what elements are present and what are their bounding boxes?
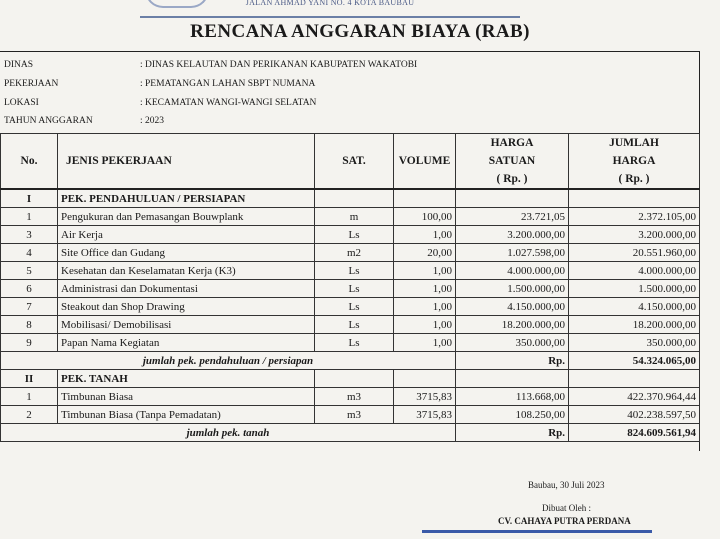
document-title: RENCANA ANGGARAN BIAYA (RAB) xyxy=(190,21,530,42)
item-no: 6 xyxy=(1,280,58,298)
item-no: 5 xyxy=(1,262,58,280)
item-volume: 3715,83 xyxy=(394,406,456,424)
letterhead-rule xyxy=(140,0,520,18)
item-no: 3 xyxy=(1,226,58,244)
subtotal-label: jumlah pek. tanah xyxy=(1,424,456,442)
item-name: Steakout dan Shop Drawing xyxy=(58,298,315,316)
info-row-dinas xyxy=(4,59,417,71)
item-no: 1 xyxy=(1,208,58,226)
col-header-unit: SAT. xyxy=(315,134,394,190)
item-price: 4.000.000,00 xyxy=(456,262,569,280)
item-price: 113.668,00 xyxy=(456,388,569,406)
col-header-text: HARGA xyxy=(490,137,534,149)
item-unit: m2 xyxy=(315,244,394,262)
item-price: 4.150.000,00 xyxy=(456,298,569,316)
table-row xyxy=(1,388,700,406)
section-no: II xyxy=(1,370,58,388)
item-volume: 100,00 xyxy=(394,208,456,226)
item-price: 1.027.598,00 xyxy=(456,244,569,262)
item-price: 108.250,00 xyxy=(456,406,569,424)
col-header-text: ( Rp. ) xyxy=(618,173,650,185)
item-volume: 1,00 xyxy=(394,298,456,316)
item-unit: Ls xyxy=(315,226,394,244)
table-row xyxy=(1,316,700,334)
info-label: TAHUN ANGGARAN xyxy=(4,116,93,126)
subtotal-value: 54.324.065,00 xyxy=(569,352,700,370)
item-total: 2.372.105,00 xyxy=(569,208,700,226)
subtotal-currency: Rp. xyxy=(456,352,569,370)
item-price: 1.500.000,00 xyxy=(456,280,569,298)
item-volume: 1,00 xyxy=(394,334,456,352)
item-name: Kesehatan dan Keselamatan Kerja (K3) xyxy=(58,262,315,280)
company-name: CV. CAHAYA PUTRA PERDANA xyxy=(498,516,631,526)
info-row-tahun xyxy=(4,115,164,127)
col-header-job: JENIS PEKERJAAN xyxy=(58,134,315,190)
item-volume: 20,00 xyxy=(394,244,456,262)
info-label: PEKERJAAN xyxy=(4,79,59,89)
info-value: : 2023 xyxy=(140,116,165,126)
subtotal-row xyxy=(1,424,700,442)
item-total: 422.370.964,44 xyxy=(569,388,700,406)
col-header-text: ( Rp. ) xyxy=(496,173,528,185)
item-unit: Ls xyxy=(315,298,394,316)
item-unit: Ls xyxy=(315,334,394,352)
item-no: 9 xyxy=(1,334,58,352)
section-no: I xyxy=(1,189,58,208)
table-row xyxy=(1,334,700,352)
item-unit: Ls xyxy=(315,316,394,334)
info-value: : DINAS KELAUTAN DAN PERIKANAN KABUPATEN WAKATOBI xyxy=(140,60,418,70)
item-total: 1.500.000,00 xyxy=(569,280,700,298)
item-volume: 1,00 xyxy=(394,316,456,334)
info-row-lokasi xyxy=(4,97,316,109)
item-total: 3.200.000,00 xyxy=(569,226,700,244)
item-total: 402.238.597,50 xyxy=(569,406,700,424)
letterhead-address: JALAN AHMAD YANI NO. 4 KOTA BAUBAU xyxy=(245,0,415,7)
section-row xyxy=(1,370,700,388)
item-name: Timbunan Biasa xyxy=(58,388,315,406)
subtotal-value: 824.609.561,94 xyxy=(569,424,700,442)
place-date: Baubau, 30 Juli 2023 xyxy=(528,480,605,490)
item-unit: m3 xyxy=(315,388,394,406)
item-unit: m3 xyxy=(315,406,394,424)
item-volume: 1,00 xyxy=(394,280,456,298)
made-by-label: Dibuat Oleh : xyxy=(542,503,591,513)
info-value: : KECAMATAN WANGI-WANGI SELATAN xyxy=(140,98,317,108)
table-row xyxy=(1,406,700,424)
item-unit: Ls xyxy=(315,262,394,280)
item-price: 23.721,05 xyxy=(456,208,569,226)
col-header-unit-price xyxy=(456,134,569,190)
item-name: Papan Nama Kegiatan xyxy=(58,334,315,352)
section-name: PEK. PENDAHULUAN / PERSIAPAN xyxy=(58,189,315,208)
info-label: LOKASI xyxy=(4,98,39,108)
item-total: 4.000.000,00 xyxy=(569,262,700,280)
item-total: 4.150.000,00 xyxy=(569,298,700,316)
table-row xyxy=(1,280,700,298)
col-header-text: HARGA xyxy=(612,155,656,167)
item-volume: 1,00 xyxy=(394,226,456,244)
item-price: 3.200.000,00 xyxy=(456,226,569,244)
item-no: 7 xyxy=(1,298,58,316)
item-name: Timbunan Biasa (Tanpa Pemadatan) xyxy=(58,406,315,424)
info-row-pekerjaan xyxy=(4,78,315,90)
table-row xyxy=(1,208,700,226)
col-header-no: No. xyxy=(1,134,58,190)
table-row xyxy=(1,226,700,244)
item-no: 4 xyxy=(1,244,58,262)
item-no: 1 xyxy=(1,388,58,406)
item-unit: m xyxy=(315,208,394,226)
signature-stamp xyxy=(422,530,652,539)
item-volume: 3715,83 xyxy=(394,388,456,406)
item-name: Mobilisasi/ Demobilisasi xyxy=(58,316,315,334)
section-row xyxy=(1,189,700,208)
item-price: 18.200.000,00 xyxy=(456,316,569,334)
item-name: Air Kerja xyxy=(58,226,315,244)
info-label: DINAS xyxy=(4,60,34,70)
item-total: 350.000,00 xyxy=(569,334,700,352)
item-volume: 1,00 xyxy=(394,262,456,280)
item-total: 18.200.000,00 xyxy=(569,316,700,334)
col-header-text: JUMLAH xyxy=(609,137,659,149)
col-header-text: SATUAN xyxy=(488,155,536,167)
subtotal-currency: Rp. xyxy=(456,424,569,442)
item-name: Site Office dan Gudang xyxy=(58,244,315,262)
item-no: 8 xyxy=(1,316,58,334)
subtotal-label: jumlah pek. pendahuluan / persiapan xyxy=(1,352,456,370)
item-total: 20.551.960,00 xyxy=(569,244,700,262)
subtotal-row xyxy=(1,352,700,370)
item-no: 2 xyxy=(1,406,58,424)
info-value: : PEMATANGAN LAHAN SBPT NUMANA xyxy=(140,79,316,89)
table-row xyxy=(1,244,700,262)
item-unit: Ls xyxy=(315,280,394,298)
section-name: PEK. TANAH xyxy=(58,370,315,388)
item-name: Administrasi dan Dokumentasi xyxy=(58,280,315,298)
table-header-row xyxy=(1,134,700,190)
item-name: Pengukuran dan Pemasangan Bouwplank xyxy=(58,208,315,226)
table-row xyxy=(1,298,700,316)
item-price: 350.000,00 xyxy=(456,334,569,352)
table-row xyxy=(1,262,700,280)
col-header-volume: VOLUME xyxy=(394,134,456,190)
budget-table xyxy=(0,133,700,442)
col-header-total xyxy=(569,134,700,190)
